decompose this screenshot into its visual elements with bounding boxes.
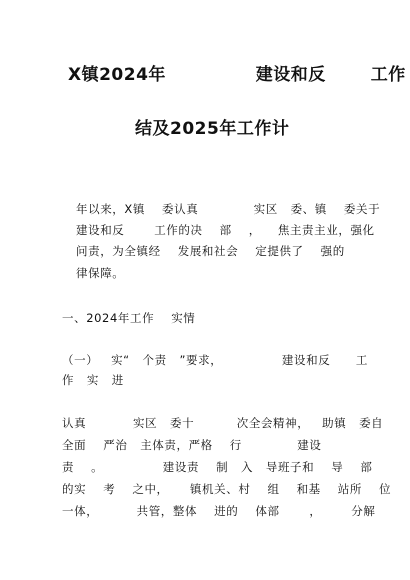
subsection-line-1: （一） 实“ 个责 ”要求， 建设和反 工	[62, 353, 368, 367]
paragraph-line-5: 一体， 共管，整体 进的 体部 ， 分解	[62, 504, 376, 518]
section-heading-1: 一、2024年工作 实情	[62, 311, 196, 325]
paragraph-line-1: 认真 实区 委十 次全会精神， 助镇 委自	[62, 416, 384, 430]
intro-line-3: 问责，为全镇经 发展和社会 定提供了 强的	[76, 244, 345, 258]
subsection-line-2: 作 实 进	[62, 373, 124, 387]
paragraph-line-4: 的实 考 之中， 镇机关、村 组 和基 站所 位	[62, 482, 392, 496]
intro-line-4: 律保障。	[76, 266, 125, 280]
intro-line-2: 建设和反 工作的决 部 ， 焦主责主业，强化	[76, 223, 375, 237]
document-title-line-1: X镇2024年 建设和反 工作	[68, 65, 406, 85]
paragraph-line-3: 责 。 建设责 制 入 导班子和 导 部	[62, 460, 373, 474]
paragraph-line-2: 全面 严治 主体责，严格 行 建设	[62, 438, 322, 452]
document-title-line-2: 结及2025年工作计	[135, 119, 290, 139]
intro-line-1: 年以来，X镇 委认真 实区 委、镇 委关于	[76, 202, 381, 216]
